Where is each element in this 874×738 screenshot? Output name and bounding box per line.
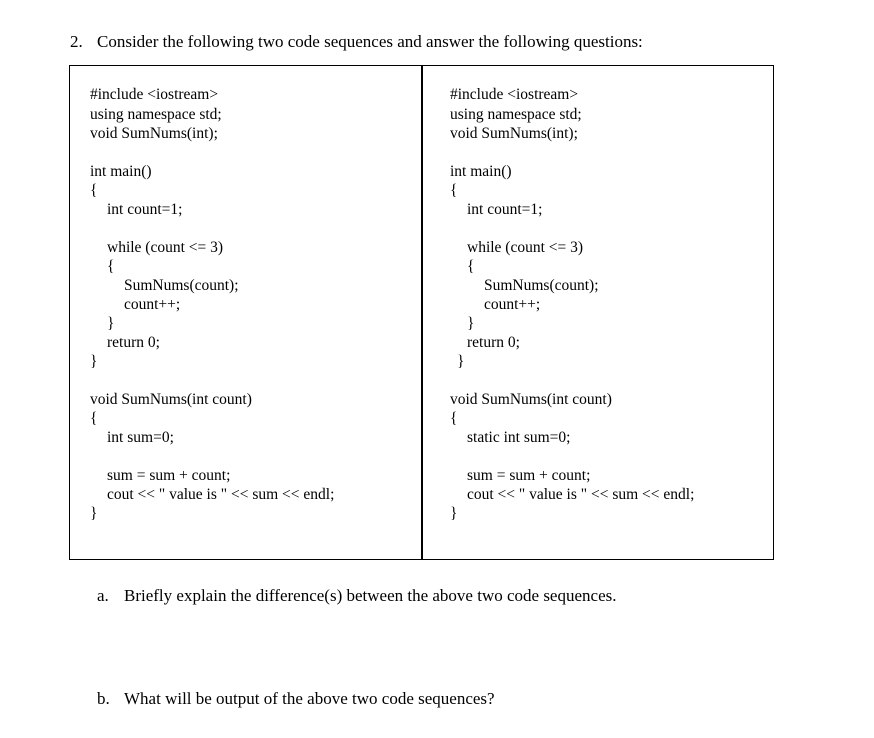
code-line: sum = sum + count; <box>467 467 591 484</box>
code-line: int main() <box>90 163 152 180</box>
code-line: } <box>457 353 465 370</box>
code-comparison-table <box>69 65 774 560</box>
code-line: void SumNums(int count) <box>90 391 252 408</box>
code-line: } <box>467 315 475 332</box>
code-line: #include <iostream> <box>90 86 219 103</box>
part-b-text: What will be output of the above two code sequences? <box>124 689 495 708</box>
code-line: int main() <box>450 163 512 180</box>
code-line: { <box>107 258 115 275</box>
code-line: using namespace std; <box>450 106 582 123</box>
code-line: while (count <= 3) <box>467 239 584 256</box>
code-line: } <box>90 505 98 522</box>
code-line: } <box>107 315 115 332</box>
question-number: 2. <box>70 32 83 51</box>
code-line: { <box>90 182 98 199</box>
code-line: using namespace std; <box>90 106 222 123</box>
part-a-text: Briefly explain the difference(s) between the above two code sequences. <box>124 586 617 605</box>
code-line: cout << " value is " << sum << endl; <box>467 486 695 503</box>
code-line: count++; <box>124 296 181 313</box>
code-line: int count=1; <box>467 201 543 218</box>
code-line: int count=1; <box>107 201 183 218</box>
code-line: } <box>90 353 98 370</box>
code-line: void SumNums(int count) <box>450 391 612 408</box>
part-a-letter: a. <box>97 586 109 605</box>
code-line: } <box>450 505 458 522</box>
code-line: while (count <= 3) <box>107 239 224 256</box>
code-line: SumNums(count); <box>484 277 599 294</box>
code-line: return 0; <box>467 334 520 351</box>
code-line: SumNums(count); <box>124 277 239 294</box>
code-line: static int sum=0; <box>467 429 571 446</box>
code-line: { <box>450 182 458 199</box>
code-line: sum = sum + count; <box>107 467 231 484</box>
code-column-left <box>70 66 421 559</box>
code-line: { <box>467 258 475 275</box>
code-line: count++; <box>484 296 541 313</box>
code-line: cout << " value is " << sum << endl; <box>107 486 335 503</box>
code-line: #include <iostream> <box>450 86 579 103</box>
code-line: void SumNums(int); <box>90 125 218 142</box>
code-column-right <box>423 66 773 559</box>
part-b-letter: b. <box>97 689 110 708</box>
code-line: void SumNums(int); <box>450 125 578 142</box>
code-line: { <box>450 410 458 427</box>
code-line: return 0; <box>107 334 160 351</box>
code-line: int sum=0; <box>107 429 174 446</box>
question-text: Consider the following two code sequences and answer the following questions: <box>97 32 643 51</box>
code-line: { <box>90 410 98 427</box>
